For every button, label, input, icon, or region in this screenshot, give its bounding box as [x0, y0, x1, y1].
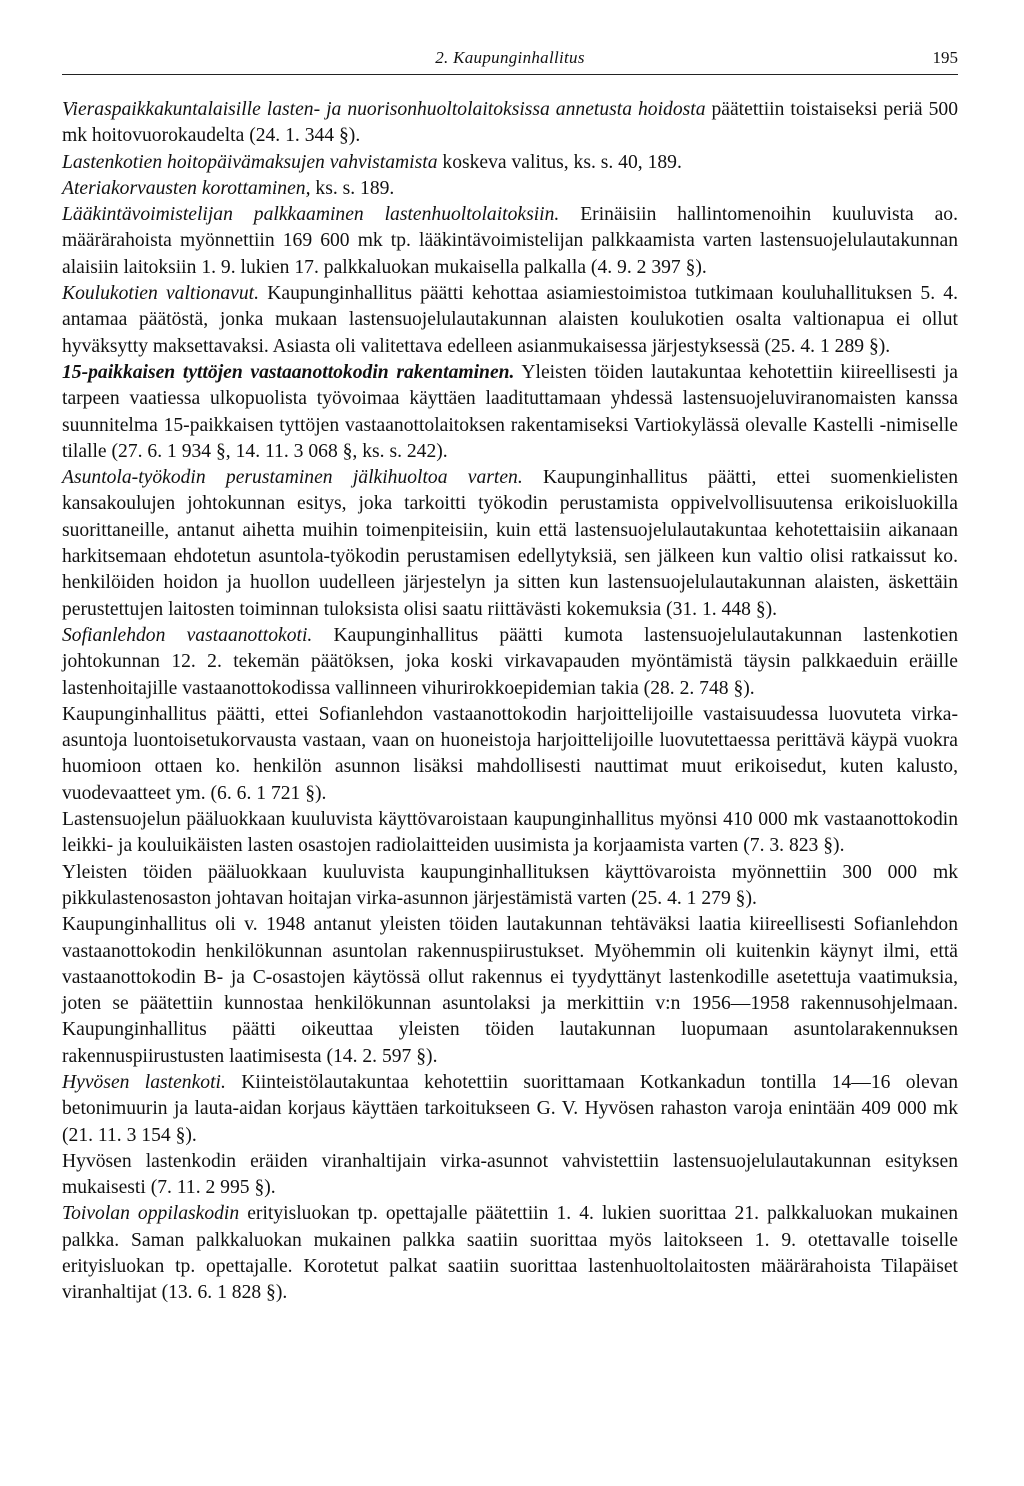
paragraph-text: Kiinteistölautakuntaa kehotettiin suorittamaan Kotkankadun tontilla 14—16 olevan betonimuurin ja lauta-aidan korjaus käyttäen tarkoitukseen G. V. Hyvösen rahaston varoja enintään 409 000 mk (21. 11. 3 154 §).: [62, 1071, 958, 1146]
paragraph-lead: Lääkintävoimistelijan palkkaaminen lastenhuoltolaitoksiin.: [62, 204, 560, 226]
paragraph-lead: Sofianlehdon vastaanottokoti.: [62, 624, 313, 646]
paragraph-lead: Asuntola-työkodin perustaminen jälkihuoltoa varten.: [62, 467, 523, 489]
paragraph: [62, 1149, 958, 1202]
paragraph: [62, 623, 958, 702]
paragraph-text: Kaupunginhallitus oli v. 1948 antanut yleisten töiden lautakunnan tehtäväksi laatia kiireellisesti Sofianlehdon vastaanottokodin henkilökunnan asuntolan rakennuspiirustukset. Myöhemmin oli kuitenkin käynyt ilmi, että vastaanottokodin B- ja C-osastojen käytössä ollut rakennus ei tyydyttänyt lastenkodille asetettuja vaatimuksia, joten se päätettiin kunnostaa henkilökunnan asuntolaksi ja merkittiin v:n 1956—1958 rakennusohjelmaan. Kaupunginhallitus päätti oikeuttaa yleisten töiden lautakunnan luopumaan asuntolarakennuksen rakennuspiirustusten laatimisesta (14. 2. 597 §).: [62, 914, 958, 1067]
paragraph-lead: Hyvösen lastenkoti.: [62, 1071, 226, 1093]
paragraph-text: Kaupunginhallitus päätti kumota lastensuojelulautakunnan lastenkotien johtokunnan 12. 2. tekemän päätöksen, joka koski virkavapauden myöntämistä täysin palkkaeduin eräille lastenhoitajille vastaanottokodissa vallinneen vihurirokkoepidemian takia (28. 2. 748 §).: [62, 624, 958, 699]
paragraph-text: Kaupunginhallitus päätti kehottaa asiamiestoimistoa tutkimaan kouluhallituksen 5. 4. antamaa päätöstä, jonka mukaan lastensuojelulautakunnan alaisten koulukotien osalta valtionapua ei ollut hyväksytty maksettavaksi. Asiasta oli valitettava edelleen asianmukaisessa järjestyksessä (25. 4. 1 289 §).: [62, 283, 958, 357]
paragraph-lead: Lastenkotien hoitopäivämaksujen vahvistamista: [62, 151, 438, 173]
paragraph-text: Yleisten töiden pääluokkaan kuuluvista kaupunginhallituksen käyttövaroista myönnettiin 300 000 mk pikkulastenosaston johtavan hoitajan virka-asunnon järjestämistä varten (25. 4. 1 279 §).: [62, 861, 958, 909]
paragraph: [62, 702, 958, 807]
document-page: [62, 46, 958, 1307]
paragraph: [62, 465, 958, 623]
paragraph-lead: Vieraspaikkakuntalaisille lasten- ja nuorisonhuoltolaitoksissa annetusta hoidosta: [62, 99, 706, 120]
paragraph-text: koskeva valitus, ks. s. 40, 189.: [437, 151, 682, 173]
paragraph-lead: Koulukotien valtionavut.: [62, 283, 260, 305]
paragraph-text: Hyvösen lastenkodin eräiden viranhaltijain virka-asunnot vahvistettiin lastensuojelulautakunnan esityksen mukaisesti (7. 11. 2 995 §).: [62, 1150, 958, 1199]
paragraph: [62, 150, 958, 176]
paragraph-text: päätettiin toistaiseksi periä 500 mk hoitovuorokaudelta (24. 1. 344 §).: [62, 99, 958, 147]
paragraph-text: Yleisten töiden lautakuntaa kehotettiin kiireellisesti ja tarpeen vaatiessa ulkopuolista työvoimaa käyttäen laadituttamaan yhdessä lastensuojeluviranomaisten kanssa suunnitelma 15-paikkaisen tyttöjen vastaanottolaitoksen rakentamiseksi Vartiokylässä olevalle Kastelli -nimiselle tilalle (27. 6. 1 934 §, 14. 11. 3 068 §, ks. s. 242).: [62, 361, 958, 462]
paragraph: [62, 1201, 958, 1306]
paragraph-text: erityisluokan tp. opettajalle päätettiin 1. 4. lukien suorittaa 21. palkkaluokan mukainen palkka. Saman palkkaluokan mukainen palkka saatiin suorittaa myös laitokseen 1. 9. otettavalle toiselle erityisluokan tp. opettajalle. Korotetut palkat saatiin suorittaa lastenhuoltolaitosten määrärahoista Tilapäiset viranhaltijat (13. 6. 1 828 §).: [62, 1203, 958, 1304]
paragraph: [62, 360, 958, 465]
paragraph: [62, 202, 958, 281]
paragraph-lead: Ateriakorvausten korottaminen,: [62, 177, 311, 199]
paragraph-text: Lastensuojelun pääluokkaan kuuluvista käyttövaroistaan kaupunginhallitus myönsi 410 000 mk vastaanottokodin leikki- ja kouluikäisten lasten osastojen radiolaitteiden uusimista ja korjaamista varten (7. 3. 823 §).: [62, 809, 958, 857]
paragraph-lead: Toivolan oppilaskodin: [62, 1203, 240, 1225]
paragraph-text: Kaupunginhallitus päätti, ettei Sofianlehdon vastaanottokodin harjoittelijoille vastaisuudessa luovuteta virka-asuntoja luontoisetukorvausta vastaan, vaan on huoneistoja harjoittelijoille luovutettaessa perittävä käypä vuokra huomioon ottaen ko. henkilön asunnon lisäksi mahdollisesti nauttimat muut erikoisedut, kuten kalusto, vuodevaatteet ym. (6. 6. 1 721 §).: [62, 703, 958, 804]
running-header: [62, 46, 958, 75]
section-title: 2. Kaupunginhallitus: [435, 48, 585, 67]
paragraph: [62, 912, 958, 1070]
paragraph-text: Erinäisiin hallintomenoihin kuuluvista ao. määrärahoista myönnettiin 169 600 mk tp. lääkintävoimistelijan palkkaamista varten lastensuojelulautakunnan alaisiin laitoksiin 1. 9. lukien 17. palkkaluokan mukaisella palkalla (4. 9. 2 397 §).: [62, 204, 958, 278]
paragraph: [62, 1070, 958, 1149]
paragraph: [62, 807, 958, 860]
paragraph: [62, 281, 958, 360]
paragraph: [62, 176, 958, 202]
body-text: [62, 97, 958, 1307]
paragraph-text: ks. s. 189.: [310, 177, 395, 199]
page-number: 195: [932, 48, 958, 67]
paragraph-text: Kaupunginhallitus päätti, ettei suomenkielisten kansakoulujen johtokunnan esitys, joka tarkoitti työkodin perustamista oppivelvollisuutensa erikoisluokilla suorittaneille, antanut aihetta muihin toimenpiteisiin, kuin että lastensuojelulautakuntaa kehotettaisiin aikanaan harkitsemaan ehdotetun asuntola-työkodin perustamisen edellytyksiä, sen jälkeen kun valtio olisi ratkaissut ko. henkilöiden hoidon ja huollon uudelleen järjestelyn ja sitten kun lastensuojelulautakunnan alaisten, äskettäin perustettujen laitosten toiminnan tuloksista olisi saatu riittävästi kokemuksia (31. 1. 448 §).: [62, 467, 958, 620]
paragraph: [62, 860, 958, 913]
paragraph-lead: 15-paikkaisen tyttöjen vastaanottokodin rakentaminen.: [62, 361, 515, 383]
paragraph: [62, 97, 958, 150]
